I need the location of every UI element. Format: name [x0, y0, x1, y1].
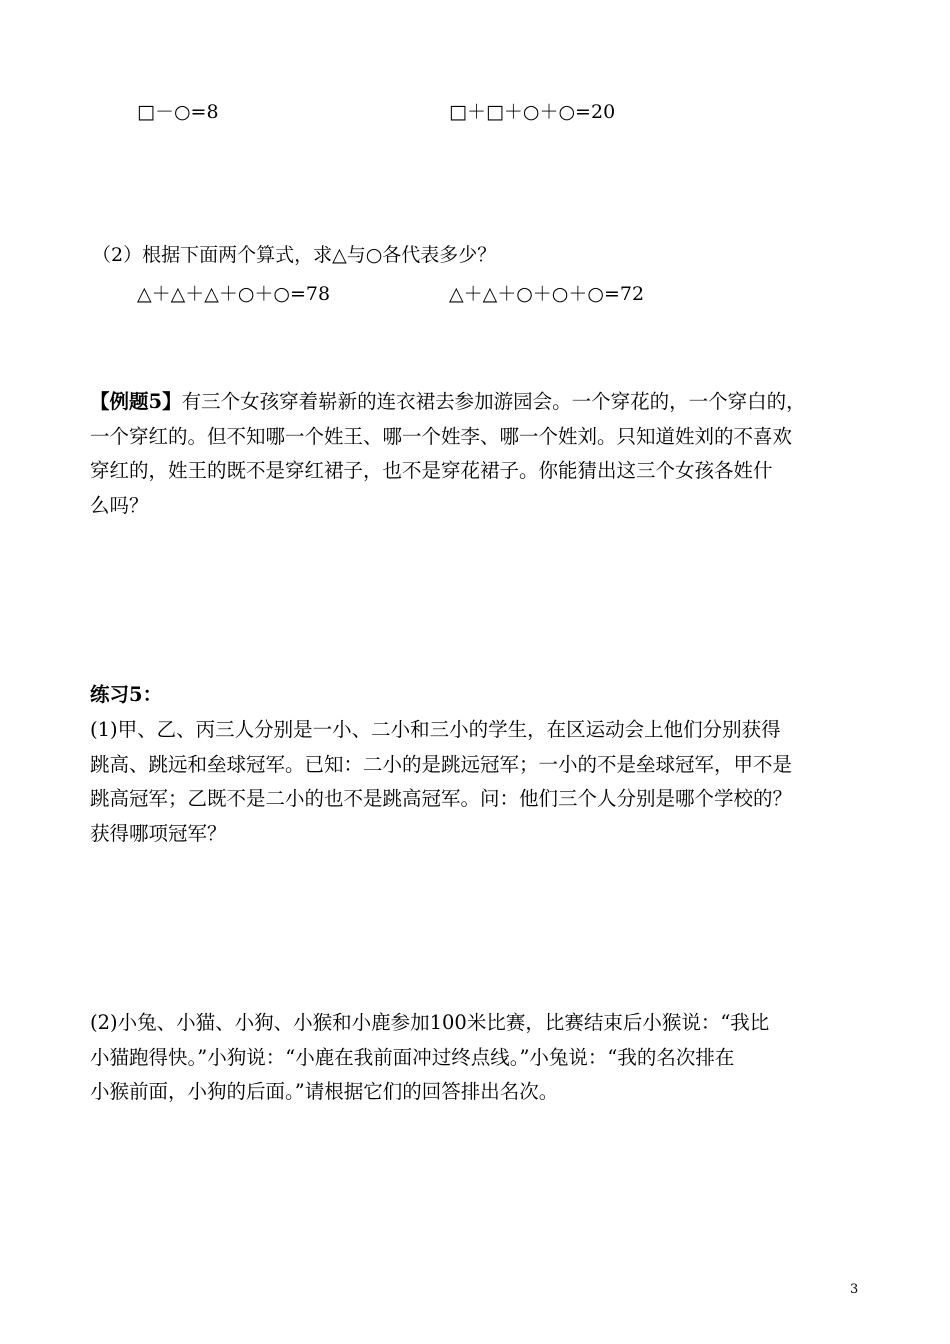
- practice-5-item-1-line: 跳高、跳远和垒球冠军。已知：二小的是跳远冠军；一小的不是垒球冠军，甲不是: [90, 752, 793, 776]
- practice-5-item-2: [90, 1006, 870, 1110]
- practice-5-item-1-line: 获得哪项冠军？: [90, 821, 227, 845]
- practice-5-item-1: [90, 713, 870, 851]
- practice-5-heading: 练习5：: [90, 683, 163, 706]
- equation-seventy-eight: △＋△＋△＋○＋○=78: [137, 283, 331, 305]
- example-5-line: 【例题5】有三个女孩穿着崭新的连衣裙去参加游园会。一个穿花的，一个穿白的，: [90, 390, 806, 413]
- equation-seventy-two: △＋△＋○＋○＋○=72: [449, 283, 645, 305]
- example-5-line: 穿红的，姓王的既不是穿红裙子，也不是穿花裙子。你能猜出这三个女孩各姓什: [90, 459, 773, 482]
- practice-5-item-2-line: 小猴前面，小狗的后面。”请根据它们的回答排出名次。: [90, 1080, 559, 1103]
- practice-5-item-1-line: 跳高冠军；乙既不是二小的也不是跳高冠军。问：他们三个人分别是哪个学校的？: [90, 787, 793, 810]
- example-5-line: 么吗？: [90, 493, 149, 517]
- practice-5-item-2-line: (2)小兔、小猫、小狗、小猴和小鹿参加100米比赛，比赛结束后小猴说：“我比: [90, 1011, 770, 1034]
- equation-square-minus-circle: □－○=8: [137, 101, 219, 123]
- example-5-block: [90, 385, 870, 523]
- practice-5-item-2-line: 小猫跑得快。”小狗说：“小鹿在我前面冲过终点线。”小兔说：“我的名次排在: [90, 1045, 735, 1069]
- example-5-line: 一个穿红的。但不知哪一个姓王、哪一个姓李、哪一个姓刘。只知道姓刘的不喜欢: [90, 424, 793, 448]
- practice-5-item-1-line: (1)甲、乙、丙三人分别是一小、二小和三小的学生，在区运动会上他们分别获得: [90, 718, 781, 741]
- question-2-prompt: （2）根据下面两个算式，求△与○各代表多少？: [92, 244, 497, 266]
- example-5-label: 【例题5】: [90, 390, 182, 413]
- equation-sum-twenty: □＋□＋○＋○=20: [449, 101, 616, 123]
- page-number: 3: [850, 1282, 859, 1297]
